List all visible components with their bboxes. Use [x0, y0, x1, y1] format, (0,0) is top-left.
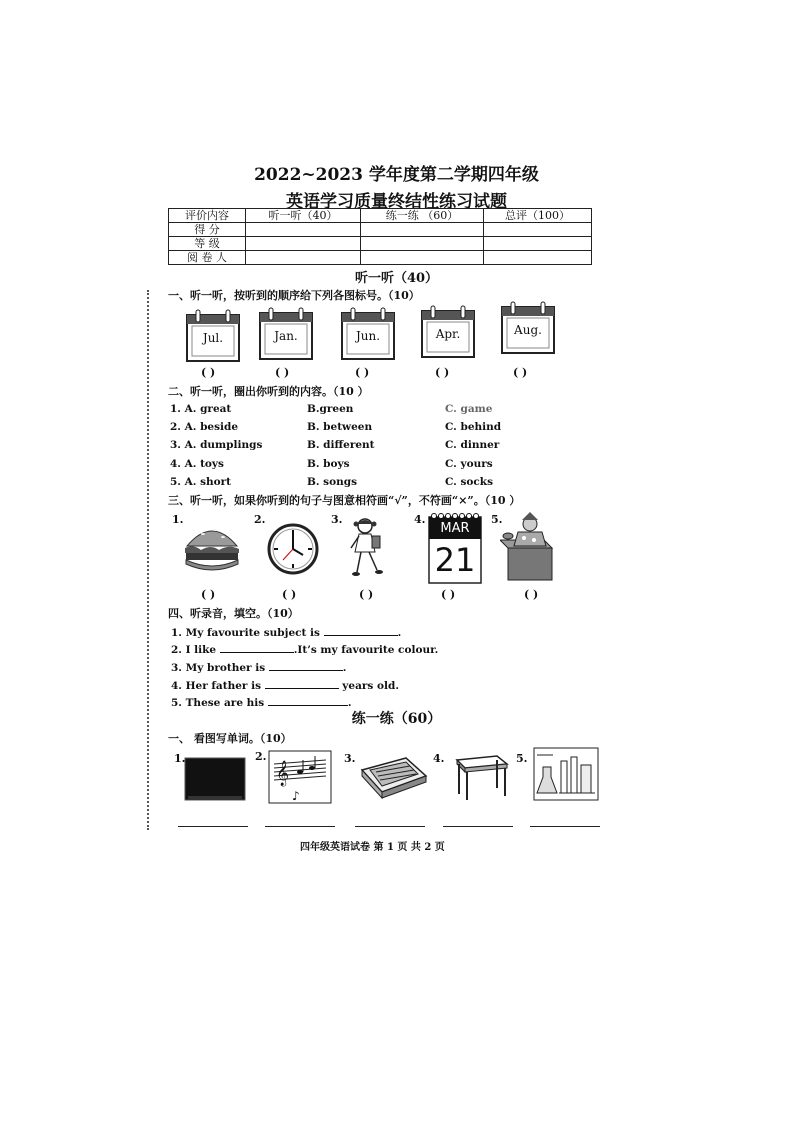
score-row-score: 得 分	[169, 223, 246, 237]
option-c[interactable]: C. socks	[445, 476, 493, 488]
sentence-start: 3. My brother is	[171, 662, 266, 674]
score-col-content: 评价内容	[169, 209, 246, 223]
picture-number: 4.	[433, 752, 445, 765]
answer-line[interactable]	[265, 826, 335, 827]
svg-text:♪: ♪	[292, 789, 300, 803]
month-label-jan: Jan.	[274, 329, 298, 343]
score-col-total: 总评（100）	[484, 209, 592, 223]
answer-paren[interactable]: ( )	[359, 588, 374, 601]
desk-picture	[451, 750, 509, 802]
answer-paren[interactable]: ( )	[441, 588, 456, 601]
answer-paren[interactable]: ( )	[275, 366, 290, 379]
answer-paren[interactable]: ( )	[201, 588, 216, 601]
picture-number: 1.	[172, 513, 184, 526]
option-b[interactable]: B. different	[307, 439, 375, 451]
sentence-end: .	[342, 662, 347, 674]
month-label-apr: Apr.	[435, 327, 461, 341]
score-cell[interactable]	[246, 237, 361, 251]
part2-instruction: 二、听一听，圈出你听到的内容。（10 ）	[168, 385, 369, 398]
svg-text:𝄞: 𝄞	[276, 761, 290, 786]
fill-blank[interactable]	[265, 678, 339, 689]
option-c[interactable]: C. behind	[445, 421, 502, 433]
option-a[interactable]: 4. A. toys	[170, 458, 224, 470]
calendar-month-text: MAR	[440, 521, 470, 536]
option-b[interactable]: B. songs	[307, 476, 357, 488]
calendar-day-text: 21	[434, 541, 476, 579]
girl-picture	[345, 516, 391, 580]
practice-heading: 练一练（60）	[351, 711, 442, 727]
person-in-box-picture	[500, 510, 558, 582]
sentence-start: 5. These are his	[171, 697, 265, 709]
answer-line[interactable]	[530, 826, 600, 827]
picture-number: 5.	[516, 752, 528, 765]
answer-line[interactable]	[355, 826, 425, 827]
option-b[interactable]: B. boys	[307, 458, 350, 470]
score-cell[interactable]	[361, 251, 484, 265]
answer-line[interactable]	[178, 826, 248, 827]
month-label-aug: Aug.	[514, 323, 542, 337]
option-a[interactable]: 3. A. dumplings	[170, 439, 263, 451]
picture-number: 5.	[491, 513, 503, 526]
picture-number: 2.	[255, 750, 267, 763]
fill-sentence-4	[171, 678, 399, 692]
fill-sentence-3	[171, 660, 346, 674]
sentence-end: .	[397, 627, 402, 639]
score-cell[interactable]	[484, 251, 592, 265]
score-cell[interactable]	[361, 237, 484, 251]
answer-paren[interactable]: ( )	[513, 366, 528, 379]
exam-title-line1: 2022~2023 学年度第二学期四年级	[254, 165, 539, 185]
picture-number: 2.	[254, 513, 266, 526]
answer-paren[interactable]: ( )	[282, 588, 297, 601]
score-cell[interactable]	[246, 223, 361, 237]
sentence-start: 2. I like	[171, 644, 217, 656]
fill-blank[interactable]	[268, 695, 348, 706]
clock-picture	[267, 522, 319, 576]
answer-paren[interactable]: ( )	[524, 588, 539, 601]
score-cell[interactable]	[361, 223, 484, 237]
part3-instruction: 三、听一听，如果你听到的句子与图意相符画“√”，不符画“×”。（10 ）	[168, 494, 521, 507]
fill-blank[interactable]	[220, 642, 294, 653]
month-label-jul: Jul.	[202, 331, 224, 345]
sentence-end: .It’s my favourite colour.	[293, 644, 439, 656]
answer-paren[interactable]: ( )	[435, 366, 450, 379]
page-footer: 四年级英语试卷 第 1 页 共 2 页	[300, 842, 445, 853]
answer-line[interactable]	[443, 826, 513, 827]
option-a[interactable]: 2. A. beside	[170, 421, 239, 433]
listening-heading: 听一听（40）	[354, 271, 439, 286]
answer-paren[interactable]: ( )	[201, 366, 216, 379]
option-a[interactable]: 5. A. short	[170, 476, 232, 488]
march-calendar-picture	[428, 512, 482, 584]
month-label-jun: Jun.	[355, 329, 381, 343]
fill-blank[interactable]	[269, 660, 343, 671]
practice-part1-instruction: 一、 看图写单词。（10）	[168, 732, 292, 745]
fill-sentence-5	[171, 695, 352, 709]
option-a[interactable]: 1. A. great	[170, 403, 232, 415]
binding-margin	[147, 290, 149, 830]
score-row-grader: 阅 卷 人	[169, 251, 246, 265]
pencil-case-picture	[356, 754, 430, 800]
part1-instruction: 一、听一听，按听到的顺序给下列各图标号。（10）	[168, 289, 420, 302]
science-lab-picture	[533, 747, 599, 801]
sentence-start: 1. My favourite subject is	[171, 627, 320, 639]
option-b[interactable]: B.green	[307, 403, 354, 415]
score-cell[interactable]	[246, 251, 361, 265]
picture-number: 3.	[331, 513, 343, 526]
option-c[interactable]: C. yours	[445, 458, 493, 470]
option-c[interactable]: C. dinner	[445, 439, 500, 451]
exam-title-line2: 英语学习质量终结性练习试题	[286, 192, 507, 212]
sentence-end: .	[347, 697, 352, 709]
score-col-listen: 听一听（40）	[246, 209, 361, 223]
option-b[interactable]: B. between	[307, 421, 373, 433]
sentence-start: 4. Her father is	[171, 680, 261, 692]
picture-number: 1.	[174, 752, 186, 765]
fill-sentence-2	[171, 642, 438, 656]
blackboard-picture	[183, 756, 247, 802]
fill-blank[interactable]	[324, 625, 398, 636]
score-table	[168, 208, 592, 265]
picture-number: 3.	[344, 752, 356, 765]
score-cell[interactable]	[484, 237, 592, 251]
score-col-practice: 练一练 （60）	[361, 209, 484, 223]
fill-sentence-1	[171, 625, 401, 639]
option-c[interactable]: C. game	[445, 403, 493, 415]
score-row-grade: 等 级	[169, 237, 246, 251]
hamburger-picture	[183, 520, 241, 576]
part4-instruction: 四、听录音，填空。（10）	[168, 607, 299, 620]
music-picture	[268, 750, 332, 804]
sentence-end: years old.	[338, 680, 399, 692]
picture-number: 4.	[414, 513, 426, 526]
answer-paren[interactable]: ( )	[355, 366, 370, 379]
score-cell[interactable]	[484, 223, 592, 237]
